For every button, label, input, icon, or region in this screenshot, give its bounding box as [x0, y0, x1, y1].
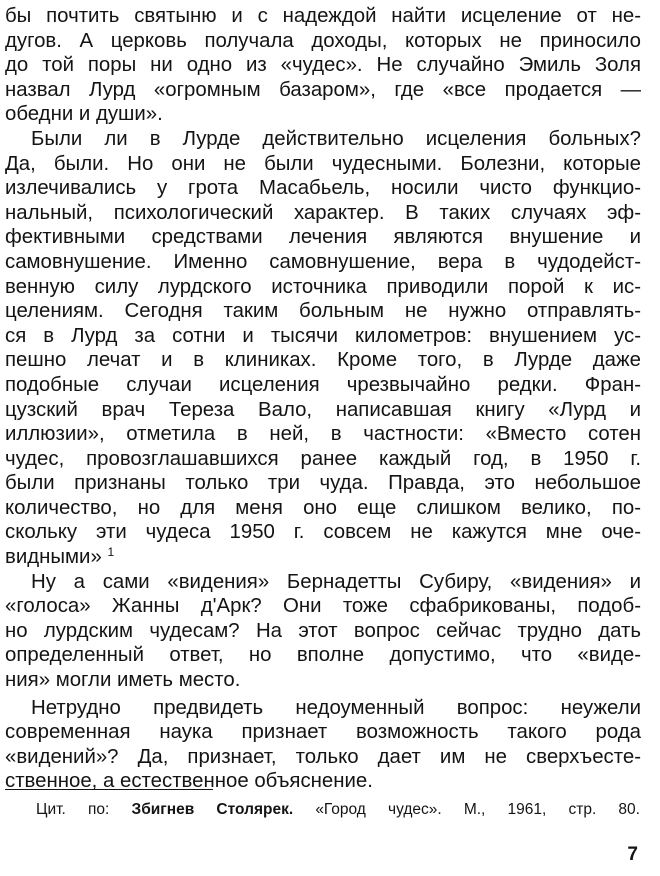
footnote-marker: 1 [107, 545, 115, 560]
text-line: ся в Лурд за сотни и тысячи километров: внушением ус- [5, 324, 641, 347]
text-line: пешно лечат и в клиниках. Кроме того, в Лурде даже [5, 349, 641, 372]
paragraph-2 [5, 127, 641, 570]
text-line: Ну а сами «видения» Бернадетты Субиру, «видения» и [31, 570, 641, 593]
text-line: «голоса» Жанны д'Арк? Они тоже сфабрикованы, подоб- [5, 595, 641, 618]
footnote-author: Збигнев Столярек. [131, 801, 294, 818]
text-line: но лурдским чудесам? На этот вопрос сейчас трудно дать [5, 619, 641, 642]
text-line: подобные случаи исцеления чрезвычайно редки. Фран- [5, 373, 641, 396]
footnote [36, 800, 640, 820]
text-line: современная наука признает возможность такого рода [5, 721, 641, 744]
text-line: скольку эти чудеса 1950 г. совсем не кажутся мне оче- [5, 521, 641, 544]
text-line: назвал Лурд «огромным базаром», где «все продается — [5, 78, 641, 101]
text-line: Да, были. Но они не были чудесными. Болезни, которые [5, 152, 641, 175]
paragraph-3 [5, 570, 641, 693]
text-line: Были ли в Лурде действительно исцеления больных? [31, 127, 641, 150]
page-number: 7 [627, 844, 638, 865]
text-line: были признаны только три чуда. Правда, это небольшое [5, 472, 641, 495]
text-line: нальный, психологический характер. В таких случаях эф- [5, 201, 641, 224]
paragraph-4 [5, 696, 641, 794]
text-line: бы почтить святыню и с надеждой найти исцеление от не- [5, 5, 641, 27]
text-line: излечивались у грота Масабьель, носили чисто функцио- [5, 177, 641, 200]
text-line: количество, но для меня оно еще слишком велико, по- [5, 496, 641, 519]
text-line: цузский врач Тереза Вало, написавшая книгу «Лурд и [5, 398, 641, 421]
text-line: Нетрудно предвидеть недоуменный вопрос: неужели [31, 696, 641, 719]
body-text [5, 4, 641, 794]
text-line: ния» могли иметь место. [5, 669, 241, 692]
text-line-content: видными» [5, 546, 102, 569]
text-line: фективными средствами лечения являются внушение и [5, 226, 641, 249]
text-line: целениям. Сегодня таким больным не нужно отправлять- [5, 300, 641, 323]
text-line: ственное, а естественное объяснение. [5, 770, 373, 793]
footnote-separator [5, 789, 213, 790]
text-line: определенный ответ, но вполне допустимо, что «виде- [5, 644, 641, 667]
text-line: «видений»? Да, признает, только дает им не сверхъесте- [5, 745, 641, 768]
footnote-source: «Город чудес». М., 1961, стр. 80. [315, 801, 640, 818]
text-line: дугов. А церковь получала доходы, которых не приносило [5, 29, 641, 52]
text-line: самовнушение. Именно самовнушение, вера в чудодейст- [5, 250, 641, 273]
footnote-prefix: Цит. по: [36, 801, 110, 818]
paragraph-1 [5, 4, 641, 127]
text-line: венную силу лурдского источника приводили порой к ис- [5, 275, 641, 298]
text-line [5, 545, 641, 570]
text-line: обедни и души». [5, 103, 163, 126]
text-line: иллюзии», отметила в ней, в частности: «Вместо сотен [5, 423, 641, 446]
text-line: чудес, провозглашавшихся ранее каждый год, в 1950 г. [5, 447, 641, 470]
text-line: до той поры ни одно из «чудес». Не случайно Эмиль Золя [5, 54, 641, 77]
